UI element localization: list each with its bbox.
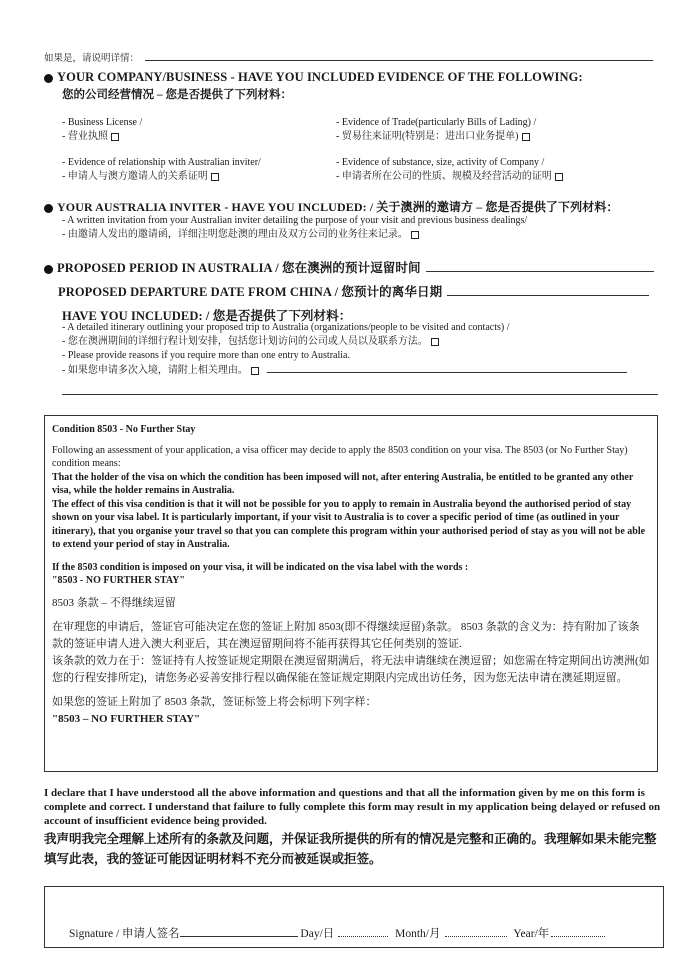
condition-8503-box: [44, 415, 658, 772]
period-field[interactable]: [426, 262, 654, 272]
condition-p1: Following an assessment of your application, a visa officer may decide to apply the 8503 condition on your visa. The 8503 (or No Further Stay) condition means:: [52, 444, 628, 469]
company-item-trade: - Evidence of Trade(particularly Bills of Lading) / - 贸易往来证明(特别是：进出口业务提单): [336, 117, 537, 142]
ifyes-row: [44, 50, 653, 64]
period-line-4: - 如果您申请多次入境，请附上相关理由。: [62, 363, 627, 378]
condition-cn-title: 8503 条款 – 不得继续逗留: [52, 596, 176, 609]
condition-cn-p3-label: "8503 – NO FURTHER STAY": [52, 712, 201, 725]
departure-row: PROPOSED DEPARTURE DATE FROM CHINA / 您预计的离华日期: [58, 282, 649, 300]
license-checkbox[interactable]: [111, 133, 119, 141]
bullet-icon: [44, 204, 53, 213]
condition-p3: The effect of this visa condition is that it will not be possible for you to apply to remain in Australia beyond the authorised period of stay shown on your visa label. It is particularly important, if your visit to Australia is to cover a specific period of time (as outlined in your itinerary), that you organise your travel so that you can complete this program within your authorised period of stay as you will not be able to extend your period of stay in Australia.: [52, 498, 646, 550]
company-item-substance: - Evidence of substance, size, activity of Company / - 申请者所在公司的性质、规模及经营活动的证明: [336, 156, 563, 184]
signature-field[interactable]: [180, 927, 298, 937]
company-heading-cn: 您的公司经营情况 – 您是否提供了下列材料：: [62, 89, 292, 101]
month-label: Month/月: [395, 928, 441, 940]
multi-entry-checkbox[interactable]: [251, 367, 259, 375]
period-line-1: - A detailed itinerary outlining your proposed trip to Australia (organizations/people to be visited and contacts) /: [62, 322, 510, 333]
inviter-line-1: - A written invitation from your Australian inviter detailing the purpose of your visit and previous business dealings/: [62, 215, 528, 226]
declaration-cn: 我声明我完全理解上述所有的条款及问题，并保证我所提供的所有的情况是完整和正确的。我理解如果未能完整填写此表，我的签证可能因证明材料不充分而被延误或拒签。: [44, 832, 657, 866]
period-line-3: - Please provide reasons if you require more than one entry to Australia.: [62, 350, 350, 361]
inviter-line-2: - 由邀请人发出的邀请函，详细注明您赴澳的理由及双方公司的业务往来记录。: [62, 228, 419, 242]
condition-title: Condition 8503 - No Further Stay: [52, 424, 196, 435]
condition-p4-label: "8503 - NO FURTHER STAY": [52, 575, 185, 586]
year-label: Year/年: [513, 928, 550, 940]
signature-box: [44, 886, 664, 948]
condition-cn-p2: 该条款的效力在于：签证持有人按签证规定期限在澳逗留期满后，将无法申请继续在澳逗留；如您需在特定期间出访澳洲(如您的行程安排所定)，请您务必妥善安排行程以确保能在签证规定期限内完成出访任务，因为您无法申请在澳延期逗留。: [52, 654, 650, 684]
inviter-heading: YOUR AUSTRALIA INVITER - HAVE YOU INCLUDED: / 关于澳洲的邀请方 – 您是否提供了下列材料：: [44, 198, 619, 215]
trade-checkbox[interactable]: [522, 133, 530, 141]
have-included-heading: HAVE YOU INCLUDED: / 您是否提供了下列材料：: [62, 309, 352, 323]
declaration-en: I declare that I have understood all the above information and questions and that all the information given by me on this form is complete and correct. I understand that failure to fully complete this form may result in my application being delayed or refused on account of insufficient evidence being provided.: [44, 787, 661, 827]
bullet-icon: [44, 265, 53, 274]
relationship-checkbox[interactable]: [211, 173, 219, 181]
period-heading: PROPOSED PERIOD IN AUSTRALIA / 您在澳洲的预计逗留时间: [44, 258, 654, 276]
signature-label: Signature / 申请人签名: [69, 928, 180, 940]
departure-field[interactable]: [447, 286, 649, 296]
condition-cn-p1: 在审理您的申请后，签证官可能决定在您的签证上附加 8503(即不得继续逗留)条款。 8503 条款的含义为：持有附加了该条款的签证申请人进入澳大利亚后，其在澳逗留期间将不能再获得其它任何类别的签证.: [52, 620, 640, 650]
invitation-checkbox[interactable]: [411, 231, 419, 239]
multi-entry-reason-field[interactable]: [267, 363, 627, 373]
day-field[interactable]: [338, 927, 388, 937]
bullet-icon: [44, 74, 53, 83]
condition-cn-p3: 如果您的签证上附加了 8503 条款，签证标签上将会标明下列字样：: [52, 695, 377, 708]
reason-line[interactable]: [62, 394, 658, 395]
condition-p2: That the holder of the visa on which the condition has been imposed will not, after entering Australia, be entitled to be granted any other visa, while the holder remains in Australia.: [52, 471, 634, 496]
month-field[interactable]: [445, 927, 507, 937]
company-heading: YOUR COMPANY/BUSINESS - HAVE YOU INCLUDED EVIDENCE OF THE FOLLOWING:: [44, 70, 583, 85]
year-field[interactable]: [551, 927, 605, 937]
ifyes-field[interactable]: [145, 51, 653, 61]
substance-checkbox[interactable]: [555, 173, 563, 181]
itinerary-checkbox[interactable]: [431, 338, 439, 346]
signature-row: [69, 925, 605, 941]
ifyes-label: 如果是，请说明详情：: [44, 54, 140, 64]
company-item-license: - Business License / - 营业执照: [62, 117, 143, 142]
day-label: Day/日: [300, 928, 335, 940]
period-line-2: - 您在澳洲期间的详细行程计划安排，包括您计划访问的公司或人员以及联系方法。: [62, 335, 439, 349]
condition-p4: If the 8503 condition is imposed on your visa, it will be indicated on the visa label with the words :: [52, 561, 469, 573]
company-item-relationship: - Evidence of relationship with Australian inviter/ - 申请人与澳方邀请人的关系证明: [62, 157, 261, 182]
